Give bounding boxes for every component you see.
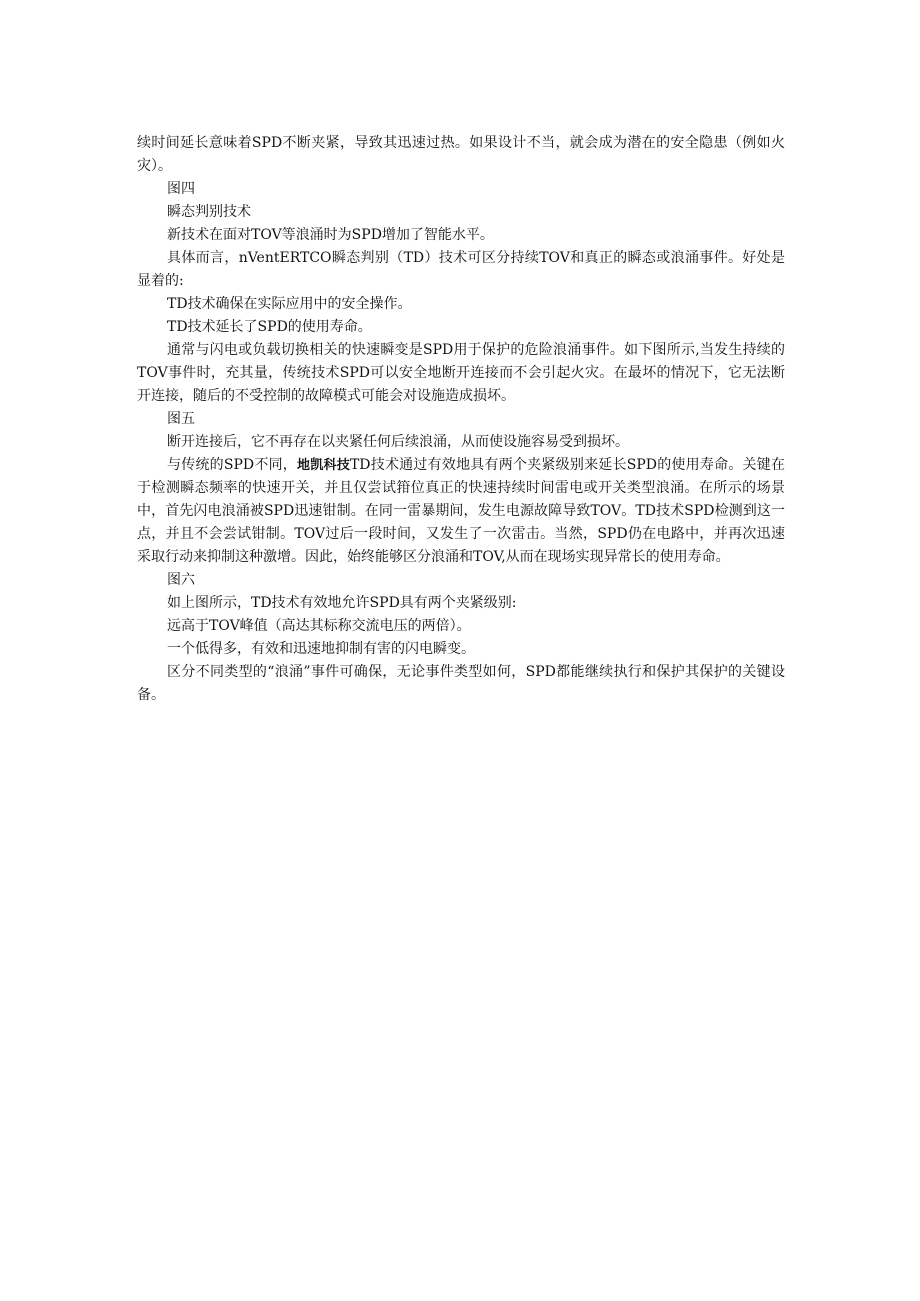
paragraph: 如上图所示，TD技术有效地允许SPD具有两个夹紧级别: bbox=[167, 595, 517, 611]
list-item: 远高于TOV峰值（高达其标称交流电压的两倍）。 bbox=[167, 618, 471, 634]
paragraph-continued: 续时间延长意味着SPD不断夹紧，导致其迅速过热。如果设计不当，就会成为潜在的安全隐患（例如火灾）。 bbox=[137, 135, 785, 174]
figure-caption-6: 图六 bbox=[167, 572, 195, 588]
paragraph-with-brand bbox=[137, 454, 785, 569]
paragraph: 断开连接后，它不再存在以夹紧任何后续浪涌，从而使设施容易受到损坏。 bbox=[167, 434, 629, 450]
list-item: TD技术延长了SPD的使用寿命。 bbox=[167, 319, 372, 335]
section-heading: 瞬态判别技术 bbox=[167, 204, 251, 220]
paragraph: 具体而言，nVentERTCO瞬态判别（TD）技术可区分持续TOV和真正的瞬态或浪涌事件。好处是显着的: bbox=[137, 250, 785, 289]
paragraph-start: 与传统的SPD不同， bbox=[167, 457, 298, 473]
figure-caption-5: 图五 bbox=[167, 411, 195, 427]
document-body bbox=[137, 132, 785, 707]
paragraph: 区分不同类型的“浪涌”事件可确保，无论事件类型如何，SPD都能继续执行和保护其保护的关键设备。 bbox=[137, 664, 785, 703]
list-item: TD技术确保在实际应用中的安全操作。 bbox=[167, 296, 412, 312]
list-item: 一个低得多，有效和迅速地抑制有害的闪电瞬变。 bbox=[167, 641, 475, 657]
brand-name: 地凯科技 bbox=[297, 458, 350, 473]
paragraph: 通常与闪电或负载切换相关的快速瞬变是SPD用于保护的危险浪涌事件。如下图所示,当发生持续的TOV事件时，充其量，传统技术SPD可以安全地断开连接而不会引起火灾。在最坏的情况下，它无法断开连接，随后的不受控制的故障模式可能会对设施造成损坏。 bbox=[137, 342, 785, 404]
figure-caption-4: 图四 bbox=[167, 181, 195, 197]
paragraph: 新技术在面对TOV等浪涌时为SPD增加了智能水平。 bbox=[167, 227, 494, 243]
paragraph-rest: TD技术通过有效地具有两个夹紧级别来延长SPD的使用寿命。关键在于检测瞬态频率的快速开关，并且仅尝试箝位真正的快速持续时间雷电或开关类型浪涌。在所示的场景中，首先闪电浪涌被SPD迅速钳制。在同一雷暴期间，发生电源故障导致TOV。TD技术SPD检测到这一点，并且不会尝试钳制。TOV过后一段时间，又发生了一次雷击。当然，SPD仍在电路中，并再次迅速采取行动来抑制这种激增。因此，始终能够区分浪涌和TOV,从而在现场实现异常长的使用寿命。 bbox=[137, 457, 785, 565]
